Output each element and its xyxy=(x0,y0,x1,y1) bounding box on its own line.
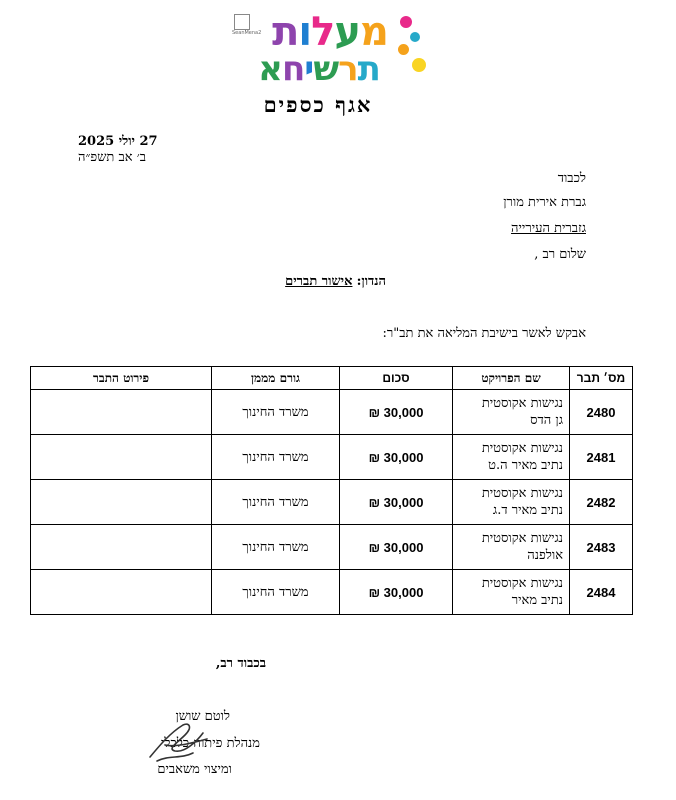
row-amount: 30,000 ₪ xyxy=(340,435,453,480)
header-funder: גורם מממן xyxy=(212,367,340,390)
salutation: לכבוד xyxy=(557,171,586,186)
row-num: 2481 xyxy=(570,435,633,480)
row-num: 2484 xyxy=(570,570,633,615)
header-project-name: שם הפרויקט xyxy=(453,367,570,390)
table-row xyxy=(31,390,633,435)
project-name-line1: נגישות אקוסטית xyxy=(481,576,563,591)
table-row xyxy=(31,525,633,570)
table-header-row xyxy=(31,367,633,390)
row-funder: משרד החינוך xyxy=(212,480,340,525)
row-num: 2482 xyxy=(570,480,633,525)
signer-name: לוטם שושן xyxy=(175,709,230,724)
header-num: מס׳ תבר xyxy=(570,367,633,390)
row-num: 2483 xyxy=(570,525,633,570)
row-project-name xyxy=(453,570,570,615)
row-details xyxy=(31,435,212,480)
logo-flower-icon xyxy=(412,58,426,72)
logo-dot-icon xyxy=(398,44,409,55)
row-amount: 30,000 ₪ xyxy=(340,525,453,570)
project-name-line1: נגישות אקוסטית xyxy=(481,441,563,456)
request-text: אבקש לאשר בישיבת המליאה את תב"ר: xyxy=(382,326,586,341)
row-amount: 30,000 ₪ xyxy=(340,570,453,615)
row-funder: משרד החינוך xyxy=(212,525,340,570)
subject-label: הנדון: xyxy=(356,274,386,289)
row-num: 2480 xyxy=(570,390,633,435)
project-name-line1: נגישות אקוסטית xyxy=(481,396,563,411)
signer-title-2: ומיצוי משאבים xyxy=(157,762,232,777)
small-emblem-caption: SeanMena2 xyxy=(232,30,262,36)
row-details xyxy=(31,525,212,570)
recipient-role: גזברית העירייה xyxy=(511,221,586,236)
signer-title: מנהלת פיתוח כלכלי xyxy=(160,736,260,751)
subject-title: אישור תברים xyxy=(285,274,353,289)
project-name-line1: נגישות אקוסטית xyxy=(481,531,563,546)
municipality-logo xyxy=(230,10,430,92)
gregorian-date: 27 יולי 2025 xyxy=(78,134,158,149)
handwritten-signature xyxy=(145,715,215,765)
project-name-line2: אולפנה xyxy=(527,548,563,563)
table-row xyxy=(31,480,633,525)
logo-line-1: מעלות xyxy=(272,9,388,55)
project-name-line2: גן הדס xyxy=(530,413,563,428)
row-funder: משרד החינוך xyxy=(212,390,340,435)
row-funder: משרד החינוך xyxy=(212,435,340,480)
row-project-name xyxy=(453,390,570,435)
logo-dot-icon xyxy=(410,32,420,42)
row-details xyxy=(31,480,212,525)
header-details: פירוט התבר xyxy=(31,367,212,390)
row-project-name xyxy=(453,480,570,525)
table-row xyxy=(31,570,633,615)
tabar-table xyxy=(30,366,633,615)
closing-regards: בכבוד רב, xyxy=(215,656,266,671)
row-details xyxy=(31,390,212,435)
header-amount: סכום xyxy=(340,367,453,390)
row-project-name xyxy=(453,525,570,570)
recipient-name: גברת אירית מורן xyxy=(503,195,586,210)
project-name-line1: נגישות אקוסטית xyxy=(481,486,563,501)
table-row xyxy=(31,435,633,480)
row-amount: 30,000 ₪ xyxy=(340,390,453,435)
row-project-name xyxy=(453,435,570,480)
row-amount: 30,000 ₪ xyxy=(340,480,453,525)
hebrew-date: ב׳ אב תשפ״ה xyxy=(78,150,146,165)
project-name-line2: נתיב מאיר ד.ג xyxy=(492,503,563,518)
logo-dot-icon xyxy=(400,16,412,28)
row-details xyxy=(31,570,212,615)
project-name-line2: נתיב מאיר ה.ט xyxy=(488,458,563,473)
project-name-line2: נתיב מאיר xyxy=(511,593,563,608)
row-funder: משרד החינוך xyxy=(212,570,340,615)
logo-line-2: תרשיחא xyxy=(258,49,380,89)
department-title: אגף כספים xyxy=(263,92,373,117)
subject-line xyxy=(285,273,386,289)
greeting: שלום רב , xyxy=(534,247,586,262)
